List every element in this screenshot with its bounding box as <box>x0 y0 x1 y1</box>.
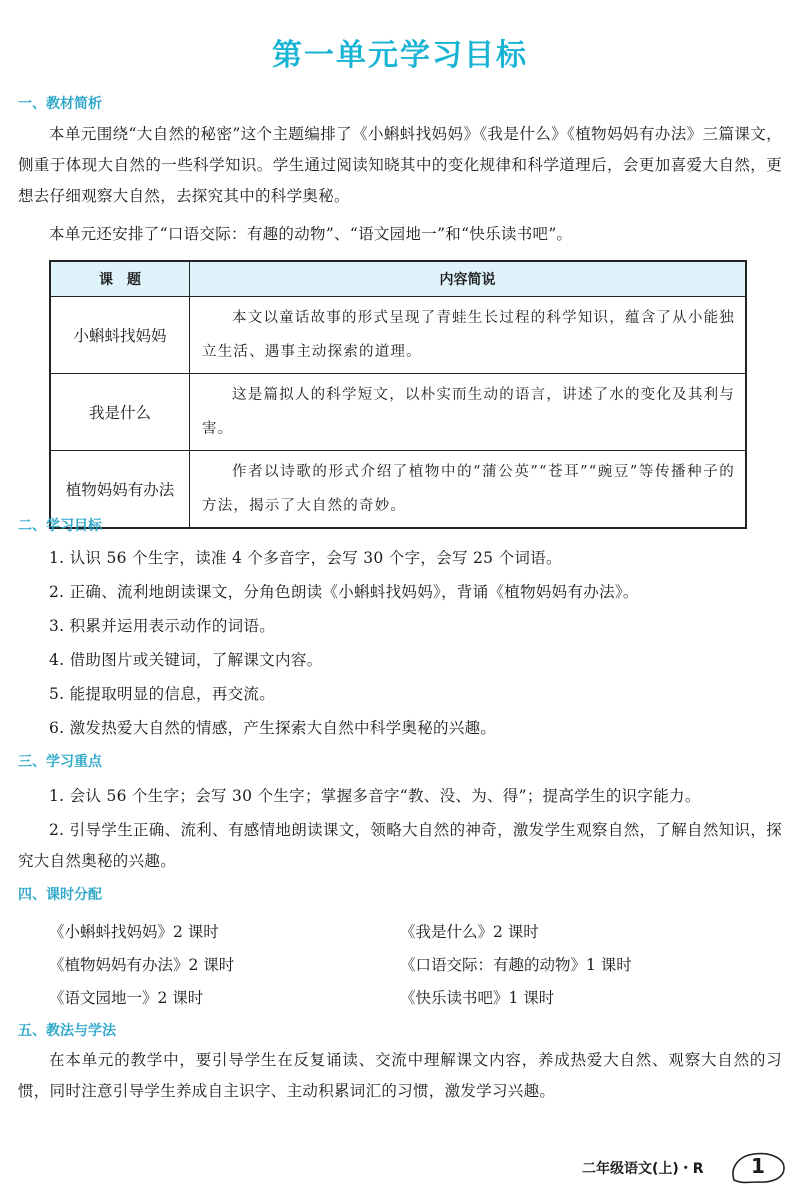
table-cell-description: 这是篇拟人的科学短文，以朴实而生动的语言，讲述了水的变化及其利与害。 <box>190 374 747 451</box>
schedule-item: 《我是什么》2 课时 <box>400 923 539 941</box>
table-row <box>50 297 746 374</box>
table-row <box>50 374 746 451</box>
table-header-topic: 课 题 <box>50 261 190 297</box>
analysis-paragraph-1: 本单元围绕“大自然的秘密”这个主题编排了《小蝌蚪找妈妈》《我是什么》《植物妈妈有办法》三篇课文，侧重于体现大自然的一些科学知识。学生通过阅读知晓其中的变化规律和科学道理后，会更加喜爱大自然，更想去仔细观察大自然，去探究其中的科学奥秘。 <box>18 125 782 205</box>
table-cell-description: 作者以诗歌的形式介绍了植物中的“蒲公英”“苍耳”“豌豆”等传播种子的方法，揭示了大自然的奇妙。 <box>190 451 747 529</box>
section-heading-key-points: 三、学习重点 <box>18 754 102 770</box>
methods-paragraph: 在本单元的教学中，要引导学生在反复诵读、交流中理解课文内容，养成热爱大自然、观察大自然的习惯，同时注意引导学生养成自主识字、主动积累词汇的习惯，激发学习兴趣。 <box>18 1051 782 1100</box>
section-heading-analysis: 一、教材简析 <box>18 96 102 112</box>
objective-item: 6. 激发热爱大自然的情感，产生探索大自然中科学奥秘的兴趣。 <box>49 719 497 737</box>
analysis-paragraph-2: 本单元还安排了“口语交际：有趣的动物”、“语文园地一”和“快乐读书吧”。 <box>49 225 573 243</box>
table-cell-topic: 我是什么 <box>50 374 190 451</box>
schedule-item: 《快乐读书吧》1 课时 <box>400 989 555 1007</box>
table-cell-topic: 植物妈妈有办法 <box>50 451 190 529</box>
schedule-item: 《口语交际：有趣的动物》1 课时 <box>400 956 632 974</box>
lesson-summary-table <box>49 260 747 529</box>
section-heading-objectives: 二、学习目标 <box>18 518 102 534</box>
table-cell-description: 本文以童话故事的形式呈现了青蛙生长过程的科学知识，蕴含了从小能独立生活、遇事主动探索的道理。 <box>190 297 747 374</box>
objective-item: 4. 借助图片或关键词，了解课文内容。 <box>49 651 323 669</box>
section-heading-schedule: 四、课时分配 <box>18 887 102 903</box>
table-header-summary: 内容简说 <box>190 261 747 297</box>
objective-item: 1. 认识 56 个生字，读准 4 个多音字，会写 30 个字，会写 25 个词语。 <box>49 549 562 567</box>
key-point-item: 1. 会认 56 个生字；会写 30 个生字；掌握多音字“教、没、为、得”；提高学生的识字能力。 <box>49 787 701 805</box>
objective-item: 3. 积累并运用表示动作的词语。 <box>49 617 276 635</box>
schedule-item: 《语文园地一》2 课时 <box>49 989 204 1007</box>
objective-item: 2. 正确、流利地朗读课文，分角色朗读《小蝌蚪找妈妈》，背诵《植物妈妈有办法》。 <box>49 583 639 601</box>
table-cell-topic: 小蝌蚪找妈妈 <box>50 297 190 374</box>
table-header-row <box>50 261 746 297</box>
schedule-item: 《小蝌蚪找妈妈》2 课时 <box>49 923 219 941</box>
page-title: 第一单元学习目标 <box>272 38 528 73</box>
key-point-item: 2. 引导学生正确、流利、有感情地朗读课文，领略大自然的神奇，激发学生观察自然，了解自然知识，探究大自然奥秘的兴趣。 <box>18 821 782 870</box>
schedule-item: 《植物妈妈有办法》2 课时 <box>49 956 235 974</box>
objective-item: 5. 能提取明显的信息，再交流。 <box>49 685 276 703</box>
page-number: 1 <box>751 1154 765 1178</box>
section-heading-methods: 五、教法与学法 <box>18 1023 116 1039</box>
footer-book-label: 二年级语文(上)・R <box>582 1161 704 1177</box>
table-row <box>50 451 746 529</box>
